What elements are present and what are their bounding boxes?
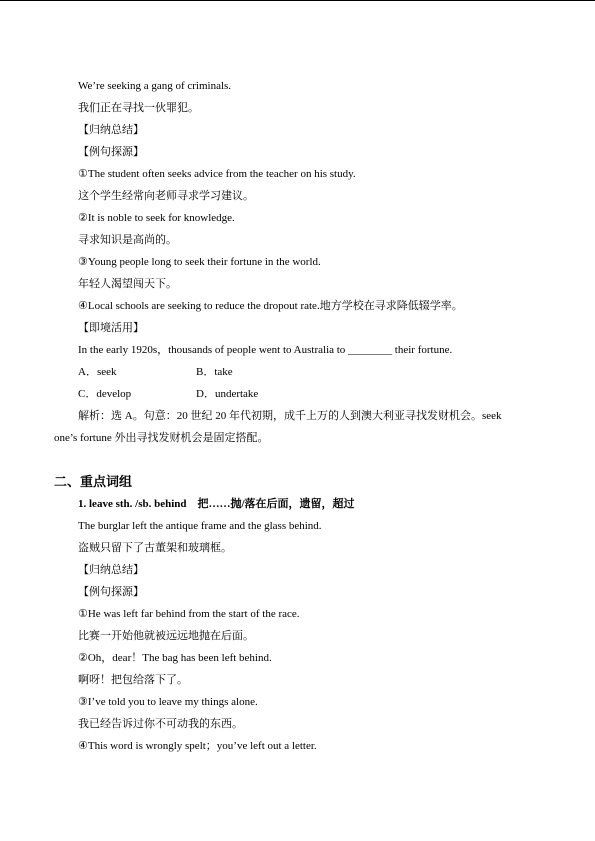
practice-question: In the early 1920s，thousands of people went to Australia to ________ their fortune. [78, 344, 453, 356]
page-top-rule [0, 0, 595, 1]
answer-analysis: 解析：选 A。句意：20 世纪 20 年代初期，成千上万的人到澳大利亚寻找发财机会。seek [78, 410, 502, 422]
option-c: C．develop [78, 388, 132, 400]
section-heading: 二、重点词组 [54, 474, 133, 489]
practice-label: 【即境活用】 [78, 322, 144, 334]
example-2-en: ②It is noble to seek for knowledge. [78, 212, 235, 224]
example-1-zh: 这个学生经常向老师寻求学习建议。 [78, 190, 254, 202]
phrase-example-4-en: ④This word is wrongly spelt；you’ve left out a letter. [78, 740, 317, 752]
phrase-example-3-en: ③I’ve told you to leave my things alone. [78, 696, 258, 708]
example-4: ④Local schools are seeking to reduce the dropout rate.地方学校在寻求降低辍学率。 [78, 300, 463, 312]
phrase-title: 1. leave sth. /sb. behind 把……抛/落在后面，遗留，超过 [78, 498, 355, 510]
options-row-1 [78, 365, 278, 379]
answer-analysis-cont: one’s fortune 外出寻找发财机会是固定搭配。 [54, 432, 269, 444]
phrase-example-zh: 盗贼只留下了古董架和玻璃框。 [78, 542, 232, 554]
phrase-example-1-zh: 比赛一开始他就被远远地抛在后面。 [78, 630, 254, 642]
phrase-example-en: The burglar left the antique frame and the glass behind. [78, 520, 322, 532]
phrase-example-2-zh: 啊呀！把包给落下了。 [78, 674, 188, 686]
phrase-example-3-zh: 我已经告诉过你不可动我的东西。 [78, 718, 243, 730]
examples-label-2: 【例句探源】 [78, 586, 144, 598]
phrase-example-1-en: ①He was left far behind from the start of the race. [78, 608, 300, 620]
summary-label-2: 【归纳总结】 [78, 564, 144, 576]
summary-label: 【归纳总结】 [78, 124, 144, 136]
example-3-en: ③Young people long to seek their fortune in the world. [78, 256, 321, 268]
option-a: A．seek [78, 366, 117, 378]
example-2-zh: 寻求知识是高尚的。 [78, 234, 177, 246]
phrase-example-2-en: ②Oh，dear！The bag has been left behind. [78, 652, 272, 664]
example-1-en: ①The student often seeks advice from the teacher on his study. [78, 168, 356, 180]
options-row-2 [78, 387, 278, 401]
example-sentence-en: We’re seeking a gang of criminals. [78, 80, 232, 92]
option-b: B．take [196, 366, 233, 378]
example-3-zh: 年轻人渴望闯天下。 [78, 278, 177, 290]
example-sentence-zh: 我们正在寻找一伙罪犯。 [78, 102, 199, 114]
examples-label: 【例句探源】 [78, 146, 144, 158]
option-d: D．undertake [196, 388, 259, 400]
